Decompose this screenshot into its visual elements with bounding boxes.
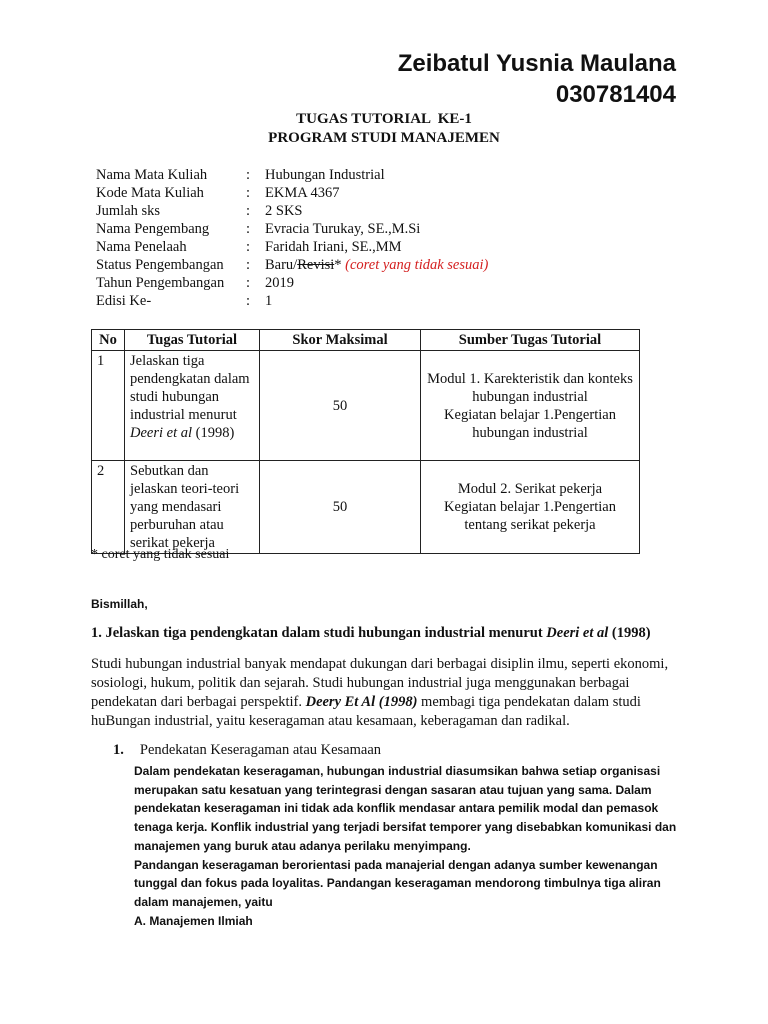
meta-colon: : <box>246 167 251 183</box>
paragraph-citation: Deery Et Al (1998) <box>305 694 418 710</box>
status-revision-struck: Revisi <box>297 257 335 273</box>
row-task <box>125 351 260 461</box>
question-1-heading <box>91 625 651 642</box>
question-1-italic: Deeri et al <box>546 625 609 641</box>
table-row <box>92 461 640 554</box>
meta-label: Jumlah sks <box>96 203 161 219</box>
meta-value: 1 <box>265 293 273 309</box>
task-text: Jelaskan tiga pendengkatan dalam studi hubungan industrial menurut <box>130 353 250 423</box>
meta-colon: : <box>246 257 251 273</box>
meta-label: Edisi Ke- <box>96 293 152 309</box>
status-strike-note: (coret yang tidak sesuai) <box>341 257 489 273</box>
meta-row-credits <box>96 202 488 220</box>
header-source: Sumber Tugas Tutorial <box>421 330 640 351</box>
row-source <box>421 461 640 554</box>
source-activity: Kegiatan belajar 1.Pengertian hubungan industrial <box>444 406 616 441</box>
row-score: 50 <box>260 461 421 554</box>
meta-value <box>265 256 488 274</box>
row-task: Sebutkan dan jelaskan teori-teori yang mendasari perburuhan atau serikat pekerja <box>125 461 260 554</box>
meta-label: Nama Mata Kuliah <box>96 167 208 183</box>
table-header-row <box>92 330 640 351</box>
row-no: 1 <box>92 351 125 461</box>
document-heading <box>0 110 768 148</box>
question-1-year: (1998) <box>608 625 651 641</box>
meta-colon: : <box>246 203 251 219</box>
paragraph-text: Studi hubungan industrial banyak mendapat dukungan dari berbagai disiplin ilmu, seperti ekonomi, sosiologi, hukum, politik dan sejarah. Studi hubungan industrial juga menggunakan berbagai pendekatan dari berbagai perspektif. <box>91 656 669 710</box>
table-row <box>92 351 640 461</box>
question-1-text: 1. Jelaskan tiga pendengkatan dalam studi hubungan industrial menurut <box>91 625 547 641</box>
meta-row-developer <box>96 220 488 238</box>
task-text-year: (1998) <box>192 425 235 441</box>
subsection-item-a: A. Manajemen Ilmiah <box>134 913 253 928</box>
author-name: Zeibatul Yusnia Maulana <box>397 50 676 77</box>
meta-label: Kode Mata Kuliah <box>96 185 204 201</box>
tutorial-task-table <box>91 329 640 554</box>
meta-row-course-code <box>96 184 488 202</box>
source-module: Modul 1. Karekteristik dan konteks hubungan industrial <box>427 370 633 405</box>
status-asterisk: * <box>334 257 342 273</box>
author-nim: 030781404 <box>555 81 676 108</box>
course-info <box>96 166 488 310</box>
answer-paragraph <box>91 655 681 731</box>
meta-row-year <box>96 274 488 292</box>
meta-value: 2 SKS <box>265 203 303 219</box>
meta-value: Faridah Iriani, SE.,MM <box>265 239 402 255</box>
greeting: Bismillah, <box>91 597 148 611</box>
meta-row-edition <box>96 292 488 310</box>
subsection-body <box>134 762 694 930</box>
meta-colon: : <box>246 221 251 237</box>
author-block <box>398 48 676 110</box>
header-score: Skor Maksimal <box>260 330 421 351</box>
meta-colon: : <box>246 239 251 255</box>
subsection-paragraph-1: Dalam pendekatan keseragaman, hubungan industrial diasumsikan bahwa setiap organisasi merupakan satu kesatuan yang terintegrasi dengan sasaran atau tujuan yang sama. Dalam pendekatan keseragaman ini tidak ada konflik mendasar antara pemilik modal dan pemasok tenaga kerja. Konflik industrial yang terjadi bersifat temporer yang disebabkan komunikasi dan manajemen yang buruk atau adanya perilaku menyimpang. <box>134 764 677 853</box>
meta-value: 2019 <box>265 275 294 291</box>
meta-label: Nama Pengembang <box>96 221 210 237</box>
source-activity: Kegiatan belajar 1.Pengertian tentang serikat pekerja <box>444 499 616 533</box>
meta-value: Hubungan Industrial <box>265 167 385 183</box>
meta-label: Status Pengembangan <box>96 257 224 273</box>
row-no: 2 <box>92 461 125 554</box>
header-no: No <box>92 330 125 351</box>
strike-footnote: * coret yang tidak sesuai <box>91 547 230 562</box>
subsection-title <box>113 742 381 759</box>
meta-value: Evracia Turukay, SE.,M.Si <box>265 221 421 237</box>
paragraph-text-end: membagi tiga pendekatan dalam studi huBungan industrial, yaitu keseragaman atau kesamaan, keberagaman dan radikal. <box>91 694 641 729</box>
meta-row-course-name <box>96 166 488 184</box>
row-source <box>421 351 640 461</box>
meta-row-status <box>96 256 488 274</box>
subsection-number: 1. <box>113 742 124 758</box>
task-text-italic: Deeri et al <box>130 425 193 441</box>
meta-label: Nama Penelaah <box>96 239 187 255</box>
meta-label: Tahun Pengembangan <box>96 275 225 291</box>
heading-line-1: TUGAS TUTORIAL KE-1 <box>296 111 472 127</box>
status-new: Baru/ <box>265 257 298 273</box>
source-module: Modul 2. Serikat pekerja <box>457 481 603 497</box>
row-score: 50 <box>260 351 421 461</box>
meta-row-reviewer <box>96 238 488 256</box>
meta-colon: : <box>246 275 251 291</box>
meta-value: EKMA 4367 <box>265 185 340 201</box>
heading-line-2: PROGRAM STUDI MANAJEMEN <box>268 130 500 146</box>
meta-colon: : <box>246 185 251 201</box>
meta-colon: : <box>246 293 251 309</box>
subsection-paragraph-2: Pandangan keseragaman berorientasi pada manajerial dengan adanya sumber kewenangan tunggal dan fokus pada loyalitas. Pandangan keseragaman mendorong timbulnya tiga aliran dalam manajemen, yaitu <box>134 857 661 909</box>
subsection-title-text: Pendekatan Keseragaman atau Kesamaan <box>139 742 382 758</box>
header-task: Tugas Tutorial <box>125 330 260 351</box>
